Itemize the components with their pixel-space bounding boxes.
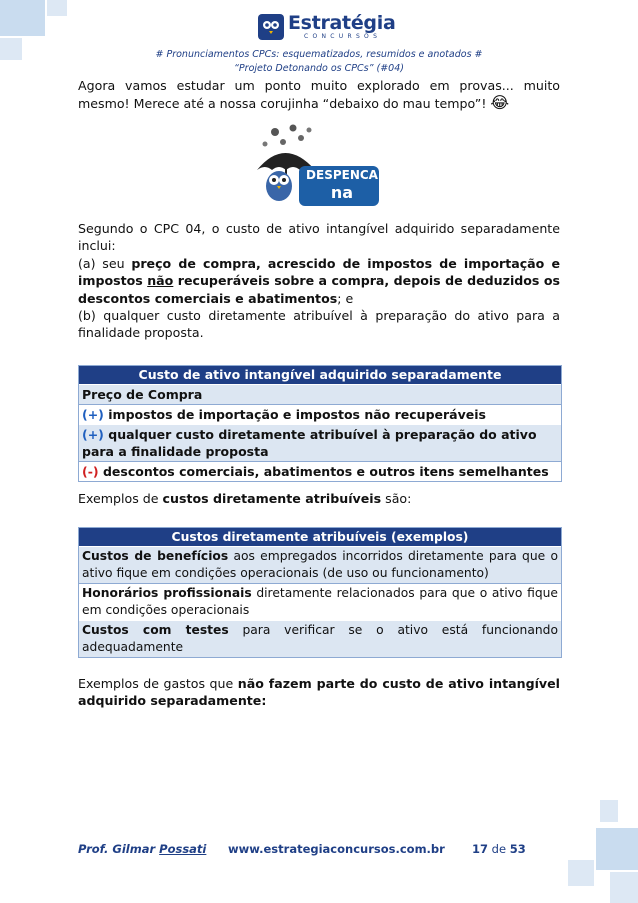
item-a-prefix: (a) seu <box>78 255 132 271</box>
cpc-paragraph <box>78 220 560 342</box>
row-bold: Custos de benefícios <box>82 549 229 563</box>
corner-decoration <box>596 828 638 870</box>
row-bold: Custos com testes <box>82 623 229 637</box>
row-attributable-cost: qualquer custo diretamente atribuível à preparação do ativo para a finalidade proposta <box>82 427 537 459</box>
table-row <box>79 546 561 583</box>
intro-text: Agora vamos estudar um ponto muito explorado em provas... muito mesmo! Merece até a nossa corujinha “debaixo do mau tempo”! <box>78 78 560 112</box>
cost-table <box>78 365 562 482</box>
table-row <box>79 424 561 461</box>
page-current: 17 <box>472 842 489 856</box>
item-a-underline: não <box>147 273 174 289</box>
cpc-item-b: (b) qualquer custo diretamente atribuível à preparação do ativo para a finalidade proposta. <box>78 308 560 341</box>
item-a-suffix: ; e <box>337 290 354 306</box>
badge-line-1: DESPENCA <box>306 168 378 182</box>
cpc-intro: Segundo o CPC 04, o custo de ativo intangível adquirido separadamente inclui: <box>78 221 560 254</box>
corner-decoration <box>600 800 618 822</box>
header-line-2: “Projeto Detonando os CPCs” (#04) <box>234 63 404 74</box>
examples-paragraph <box>78 490 560 507</box>
cost-table-header: Custo de ativo intangível adquirido separadamente <box>79 366 561 384</box>
plus-sign: (+) <box>82 407 104 422</box>
table-row <box>79 461 561 481</box>
author-surname: Possati <box>159 842 207 856</box>
examples-bold: custos diretamente atribuíveis <box>162 491 382 506</box>
author-prefix: Prof. Gilmar <box>78 842 160 856</box>
plus-sign: (+) <box>82 427 104 442</box>
owl-logo-icon <box>258 14 284 40</box>
gastos-paragraph <box>78 675 560 710</box>
corner-decoration <box>568 860 594 886</box>
laughing-emoji-icon: 😂 <box>490 93 510 113</box>
table-row <box>79 404 561 424</box>
table-row <box>79 384 561 404</box>
row-discounts: descontos comerciais, abatimentos e outros itens semelhantes <box>98 464 549 479</box>
corner-decoration <box>610 872 638 903</box>
gastos-bold: não fazem parte do custo de ativo intangível adquirido separadamente: <box>78 676 560 709</box>
row-text: para verificar se o ativo está funcionando adequadamente <box>82 623 558 654</box>
badge-line-2: na prova <box>316 183 368 221</box>
row-import-taxes: impostos de importação e impostos não recuperáveis <box>103 407 486 422</box>
examples-suffix: são: <box>381 491 412 506</box>
attributable-costs-table <box>78 527 562 658</box>
attributable-table-header: Custos diretamente atribuíveis (exemplos) <box>79 528 561 546</box>
minus-sign: (-) <box>82 464 99 479</box>
table-row <box>79 620 561 657</box>
cpc-item-a <box>78 255 560 307</box>
row-purchase-price: Preço de Compra <box>82 387 203 402</box>
item-a-bold-2: recuperáveis sobre a compra, depois de deduzidos os descontos comerciais e abatimentos <box>78 273 560 306</box>
despenca-badge <box>255 122 385 221</box>
row-bold: Honorários profissionais <box>82 586 252 600</box>
gastos-prefix: Exemplos de gastos que <box>78 676 238 691</box>
table-row <box>79 583 561 620</box>
intro-paragraph <box>78 77 560 113</box>
examples-prefix: Exemplos de <box>78 491 163 506</box>
brand-logo <box>258 10 395 44</box>
page-total: 53 <box>509 842 526 856</box>
logo-subtitle: CONCURSOS <box>304 33 382 40</box>
corner-decoration <box>47 0 67 16</box>
logo-name: Estratégia <box>288 12 396 34</box>
row-text: diretamente relacionados para que o ativo fique em condições operacionais <box>82 586 558 617</box>
row-text: aos empregados incorridos diretamente para que o ativo fique em condições operacionais (de uso ou funcionamento) <box>82 549 558 580</box>
corner-decoration <box>0 0 45 36</box>
footer-url[interactable]: www.estrategiaconcursos.com.br <box>228 842 445 856</box>
header-line-1: # Pronunciamentos CPCs: esquematizados, resumidos e anotados # <box>155 49 483 60</box>
item-a-bold-1: preço de compra, acrescido de impostos de importação e impostos <box>78 255 560 289</box>
footer-page-number <box>472 842 526 856</box>
footer-author <box>78 842 206 856</box>
page-of: de <box>488 842 510 856</box>
